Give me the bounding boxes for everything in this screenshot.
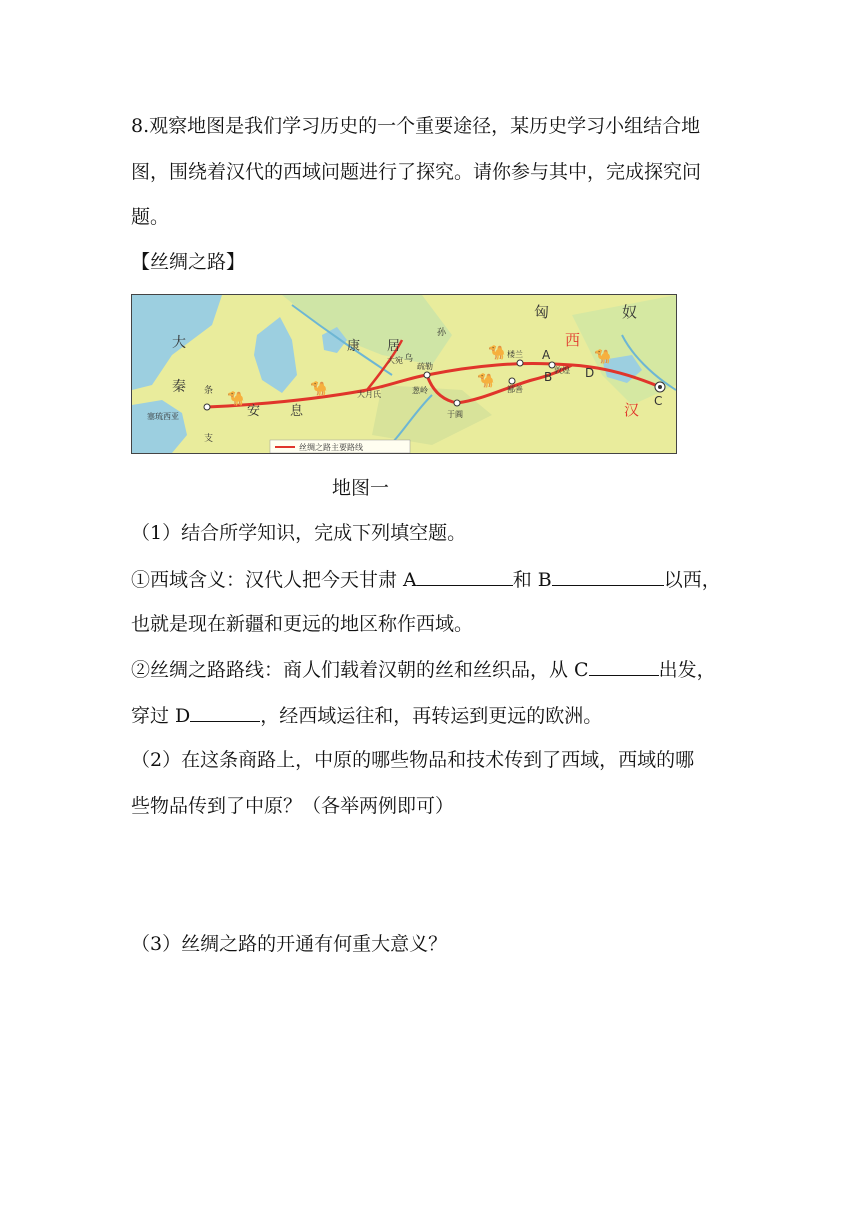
map-label-han: 汉 bbox=[624, 401, 640, 419]
map-label-da: 大 bbox=[172, 335, 186, 351]
city-dot-shule bbox=[424, 372, 430, 378]
map-label-dunhuang: 敦煌 bbox=[554, 366, 570, 375]
part1-item2-text-b: 出发， bbox=[658, 659, 716, 681]
map-label-sun: 孙 bbox=[437, 328, 447, 338]
part1-item2-text-c: 穿过 D bbox=[131, 705, 191, 727]
map-label-dayuan: 大宛 bbox=[387, 356, 403, 365]
camel-icon: 🐪 bbox=[227, 391, 245, 407]
part1-item1-line2: 也就是现在新疆和更远的地区称作西域。 bbox=[131, 613, 474, 635]
map-label-tiao: 条 bbox=[204, 386, 214, 396]
map-label-congling: 葱岭 bbox=[412, 386, 428, 395]
map-label-seleucia: 塞琉西亚 bbox=[147, 412, 179, 421]
map-marker-D: D bbox=[585, 366, 595, 380]
camel-icon: 🐪 bbox=[488, 345, 506, 361]
answer-blank-B[interactable] bbox=[552, 567, 664, 586]
section-title: 【丝绸之路】 bbox=[131, 251, 246, 273]
question-line-2: 图，围绕着汉代的西域问题进行了探究。请你参与其中，完成探究问 bbox=[131, 161, 702, 183]
map-label-loulan: 楼兰 bbox=[507, 350, 523, 359]
map-label-ju: 居 bbox=[387, 339, 401, 354]
map-label-xi: 西 bbox=[565, 331, 581, 349]
part1-item2-line2 bbox=[131, 703, 602, 728]
part1-item1-text-b: 和 B bbox=[512, 569, 552, 591]
city-dot-seleucia bbox=[204, 404, 210, 410]
map-label-wu: 乌 bbox=[404, 354, 414, 364]
map-label-dayuezhi: 大月氏 bbox=[357, 390, 381, 399]
part1-item2-text-a: ②丝绸之路路线：商人们载着汉朝的丝和丝织品，从 C bbox=[131, 659, 589, 681]
part2-line-1: （2）在这条商路上，中原的哪些物品和技术传到了西域，西域的哪 bbox=[131, 749, 695, 771]
answer-blank-D[interactable] bbox=[190, 703, 260, 722]
map-label-xiongnu-1: 匈 bbox=[534, 303, 550, 321]
map-marker-C: C bbox=[654, 394, 663, 408]
answer-blank-C[interactable] bbox=[589, 657, 659, 676]
city-dot-shanshan bbox=[509, 378, 515, 384]
map-marker-B: B bbox=[544, 370, 553, 384]
part3-line-1: （3）丝绸之路的开通有何重大意义？ bbox=[131, 933, 448, 955]
map-label-zhi: 支 bbox=[204, 434, 214, 444]
map-label-xiongnu-2: 奴 bbox=[622, 303, 638, 321]
part1-item1-text-a: ①西域含义：汉代人把今天甘肃 A bbox=[131, 569, 417, 591]
map-label-shanshan: 鄯善 bbox=[507, 385, 523, 394]
city-dot-loulan bbox=[517, 360, 523, 366]
camel-icon: 🐪 bbox=[477, 373, 495, 389]
city-dot-yutian bbox=[454, 400, 460, 406]
part1-item2-text-d: ，经西域运往和，再转运到更远的欧洲。 bbox=[260, 705, 603, 727]
silk-road-map bbox=[131, 294, 677, 454]
map-label-shule: 疏勒 bbox=[417, 362, 433, 371]
map-label-xi2: 息 bbox=[290, 404, 304, 419]
question-line-3: 题。 bbox=[131, 206, 170, 228]
map-label-yutian: 于阗 bbox=[447, 410, 463, 419]
camel-icon: 🐪 bbox=[310, 381, 328, 397]
part1-item2-line1 bbox=[131, 657, 716, 682]
map-marker-A: A bbox=[542, 348, 551, 362]
map-caption: 地图一 bbox=[332, 477, 390, 499]
part1-title: （1）结合所学知识，完成下列填空题。 bbox=[131, 522, 467, 544]
part1-item1-text-c: 以西， bbox=[663, 569, 721, 591]
camel-icon: 🐪 bbox=[594, 349, 612, 365]
map-label-an: 安 bbox=[247, 404, 261, 419]
part2-line-2: 些物品传到了中原？（各举两例即可） bbox=[131, 795, 455, 817]
city-dot-changan-center bbox=[658, 385, 662, 389]
part1-item1-line1 bbox=[131, 567, 721, 592]
answer-blank-A[interactable] bbox=[417, 567, 513, 586]
map-legend-label: 丝绸之路主要路线 bbox=[299, 443, 363, 452]
question-line-1: 8.观察地图是我们学习历史的一个重要途径，某历史学习小组结合地 bbox=[131, 115, 701, 137]
map-label-qin: 秦 bbox=[172, 379, 186, 395]
map-label-kang: 康 bbox=[347, 339, 361, 354]
